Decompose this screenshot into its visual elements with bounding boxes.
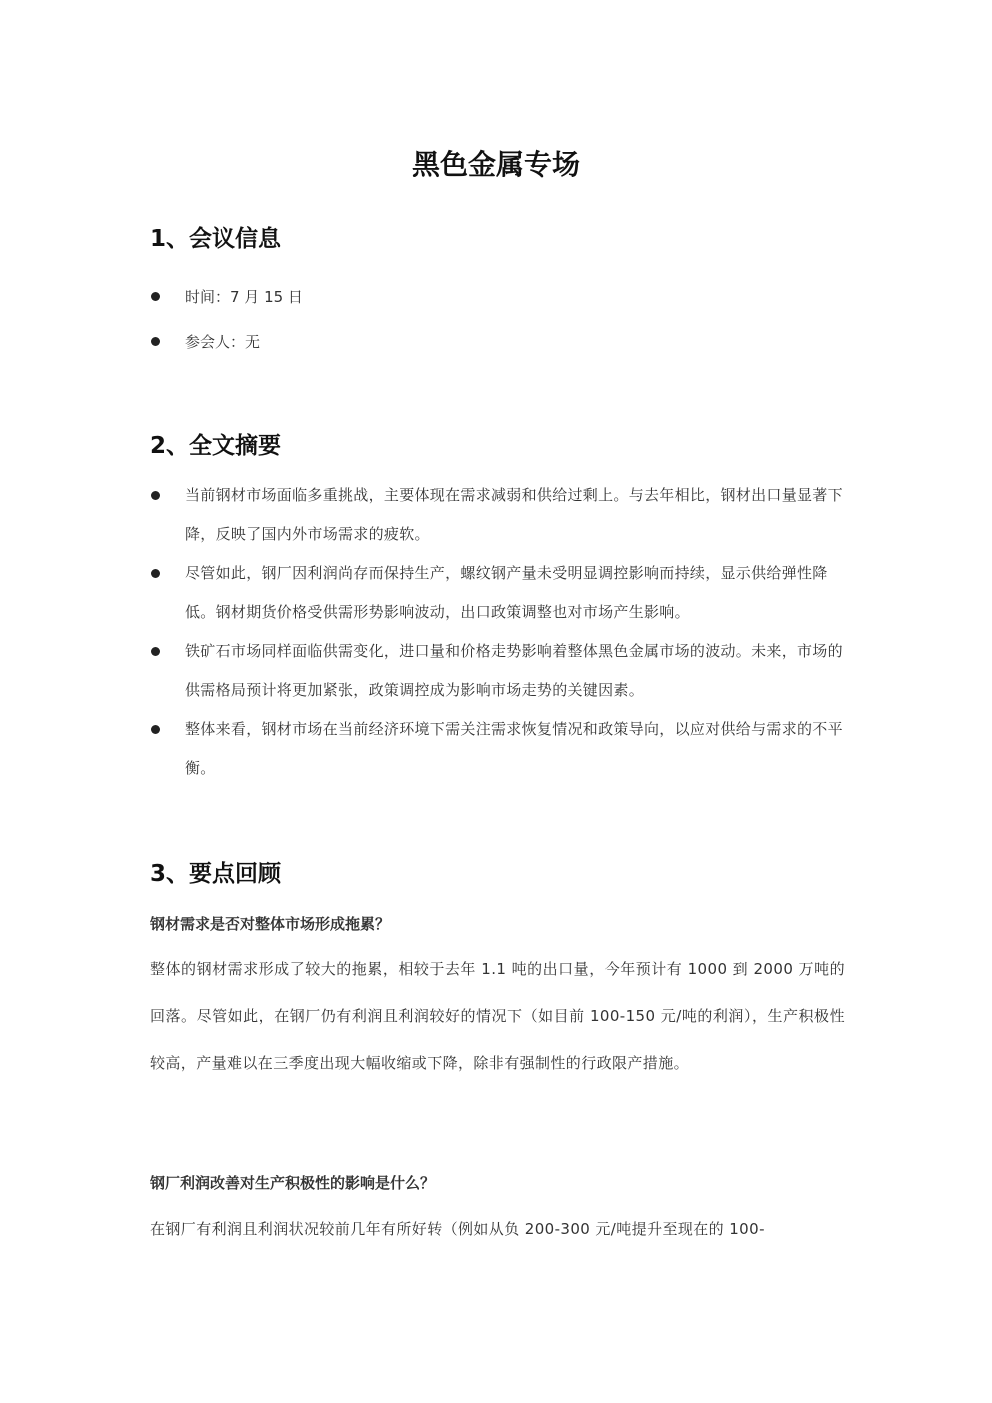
section-heading-summary: 2、全文摘要 bbox=[150, 433, 282, 459]
summary-item bbox=[150, 554, 850, 632]
section-heading-key-points: 3、要点回顾 bbox=[150, 861, 282, 887]
meeting-attendees-text: 参会人：无 bbox=[185, 333, 261, 351]
key-point-answer: 在钢厂有利润且利润状况较前几年有所好转（例如从负 200-300 元/吨提升至现在的 100- bbox=[150, 1220, 765, 1238]
bullet-dot-icon bbox=[151, 491, 160, 500]
meeting-time-text: 时间：7 月 15 日 bbox=[185, 288, 303, 306]
key-point-question: 钢材需求是否对整体市场形成拖累？ bbox=[150, 915, 391, 933]
summary-item-text: 整体来看，钢材市场在当前经济环境下需关注需求恢复情况和政策导向，以应对供给与需求的不平衡。 bbox=[185, 720, 843, 777]
document-title: 黑色金属专场 bbox=[411, 148, 580, 181]
key-point-question: 钢厂利润改善对生产积极性的影响是什么？ bbox=[150, 1174, 436, 1192]
section-heading-meeting-info: 1、会议信息 bbox=[150, 226, 282, 252]
key-point-answer: 整体的钢材需求形成了较大的拖累，相较于去年 1.1 吨的出口量，今年预计有 1000 到 2000 万吨的回落。尽管如此，在钢厂仍有利润且利润较好的情况下（如目前 100-150 元/吨的利润），生产积极性较高，产量难以在三季度出现大幅收缩或下降，除非有强制性的行政限产措施。 bbox=[150, 960, 845, 1072]
bullet-dot-icon bbox=[151, 569, 160, 578]
summary-item-text: 铁矿石市场同样面临供需变化，进口量和价格走势影响着整体黑色金属市场的波动。未来，市场的供需格局预计将更加紧张，政策调控成为影响市场走势的关键因素。 bbox=[185, 642, 843, 699]
summary-item bbox=[150, 710, 850, 788]
meeting-info-item-attendees bbox=[150, 332, 850, 377]
bullet-dot-icon bbox=[151, 647, 160, 656]
summary-item bbox=[150, 476, 850, 554]
bullet-dot-icon bbox=[151, 292, 160, 301]
meeting-info-list bbox=[150, 287, 850, 377]
summary-item bbox=[150, 632, 850, 710]
summary-item-text: 当前钢材市场面临多重挑战，主要体现在需求减弱和供给过剩上。与去年相比，钢材出口量显著下降，反映了国内外市场需求的疲软。 bbox=[185, 486, 843, 543]
bullet-dot-icon bbox=[151, 725, 160, 734]
meeting-info-item-time bbox=[150, 287, 850, 332]
summary-list bbox=[150, 476, 850, 788]
summary-item-text: 尽管如此，钢厂因利润尚存而保持生产，螺纹钢产量未受明显调控影响而持续，显示供给弹性降低。钢材期货价格受供需形势影响波动，出口政策调整也对市场产生影响。 bbox=[185, 564, 828, 621]
bullet-dot-icon bbox=[151, 337, 160, 346]
